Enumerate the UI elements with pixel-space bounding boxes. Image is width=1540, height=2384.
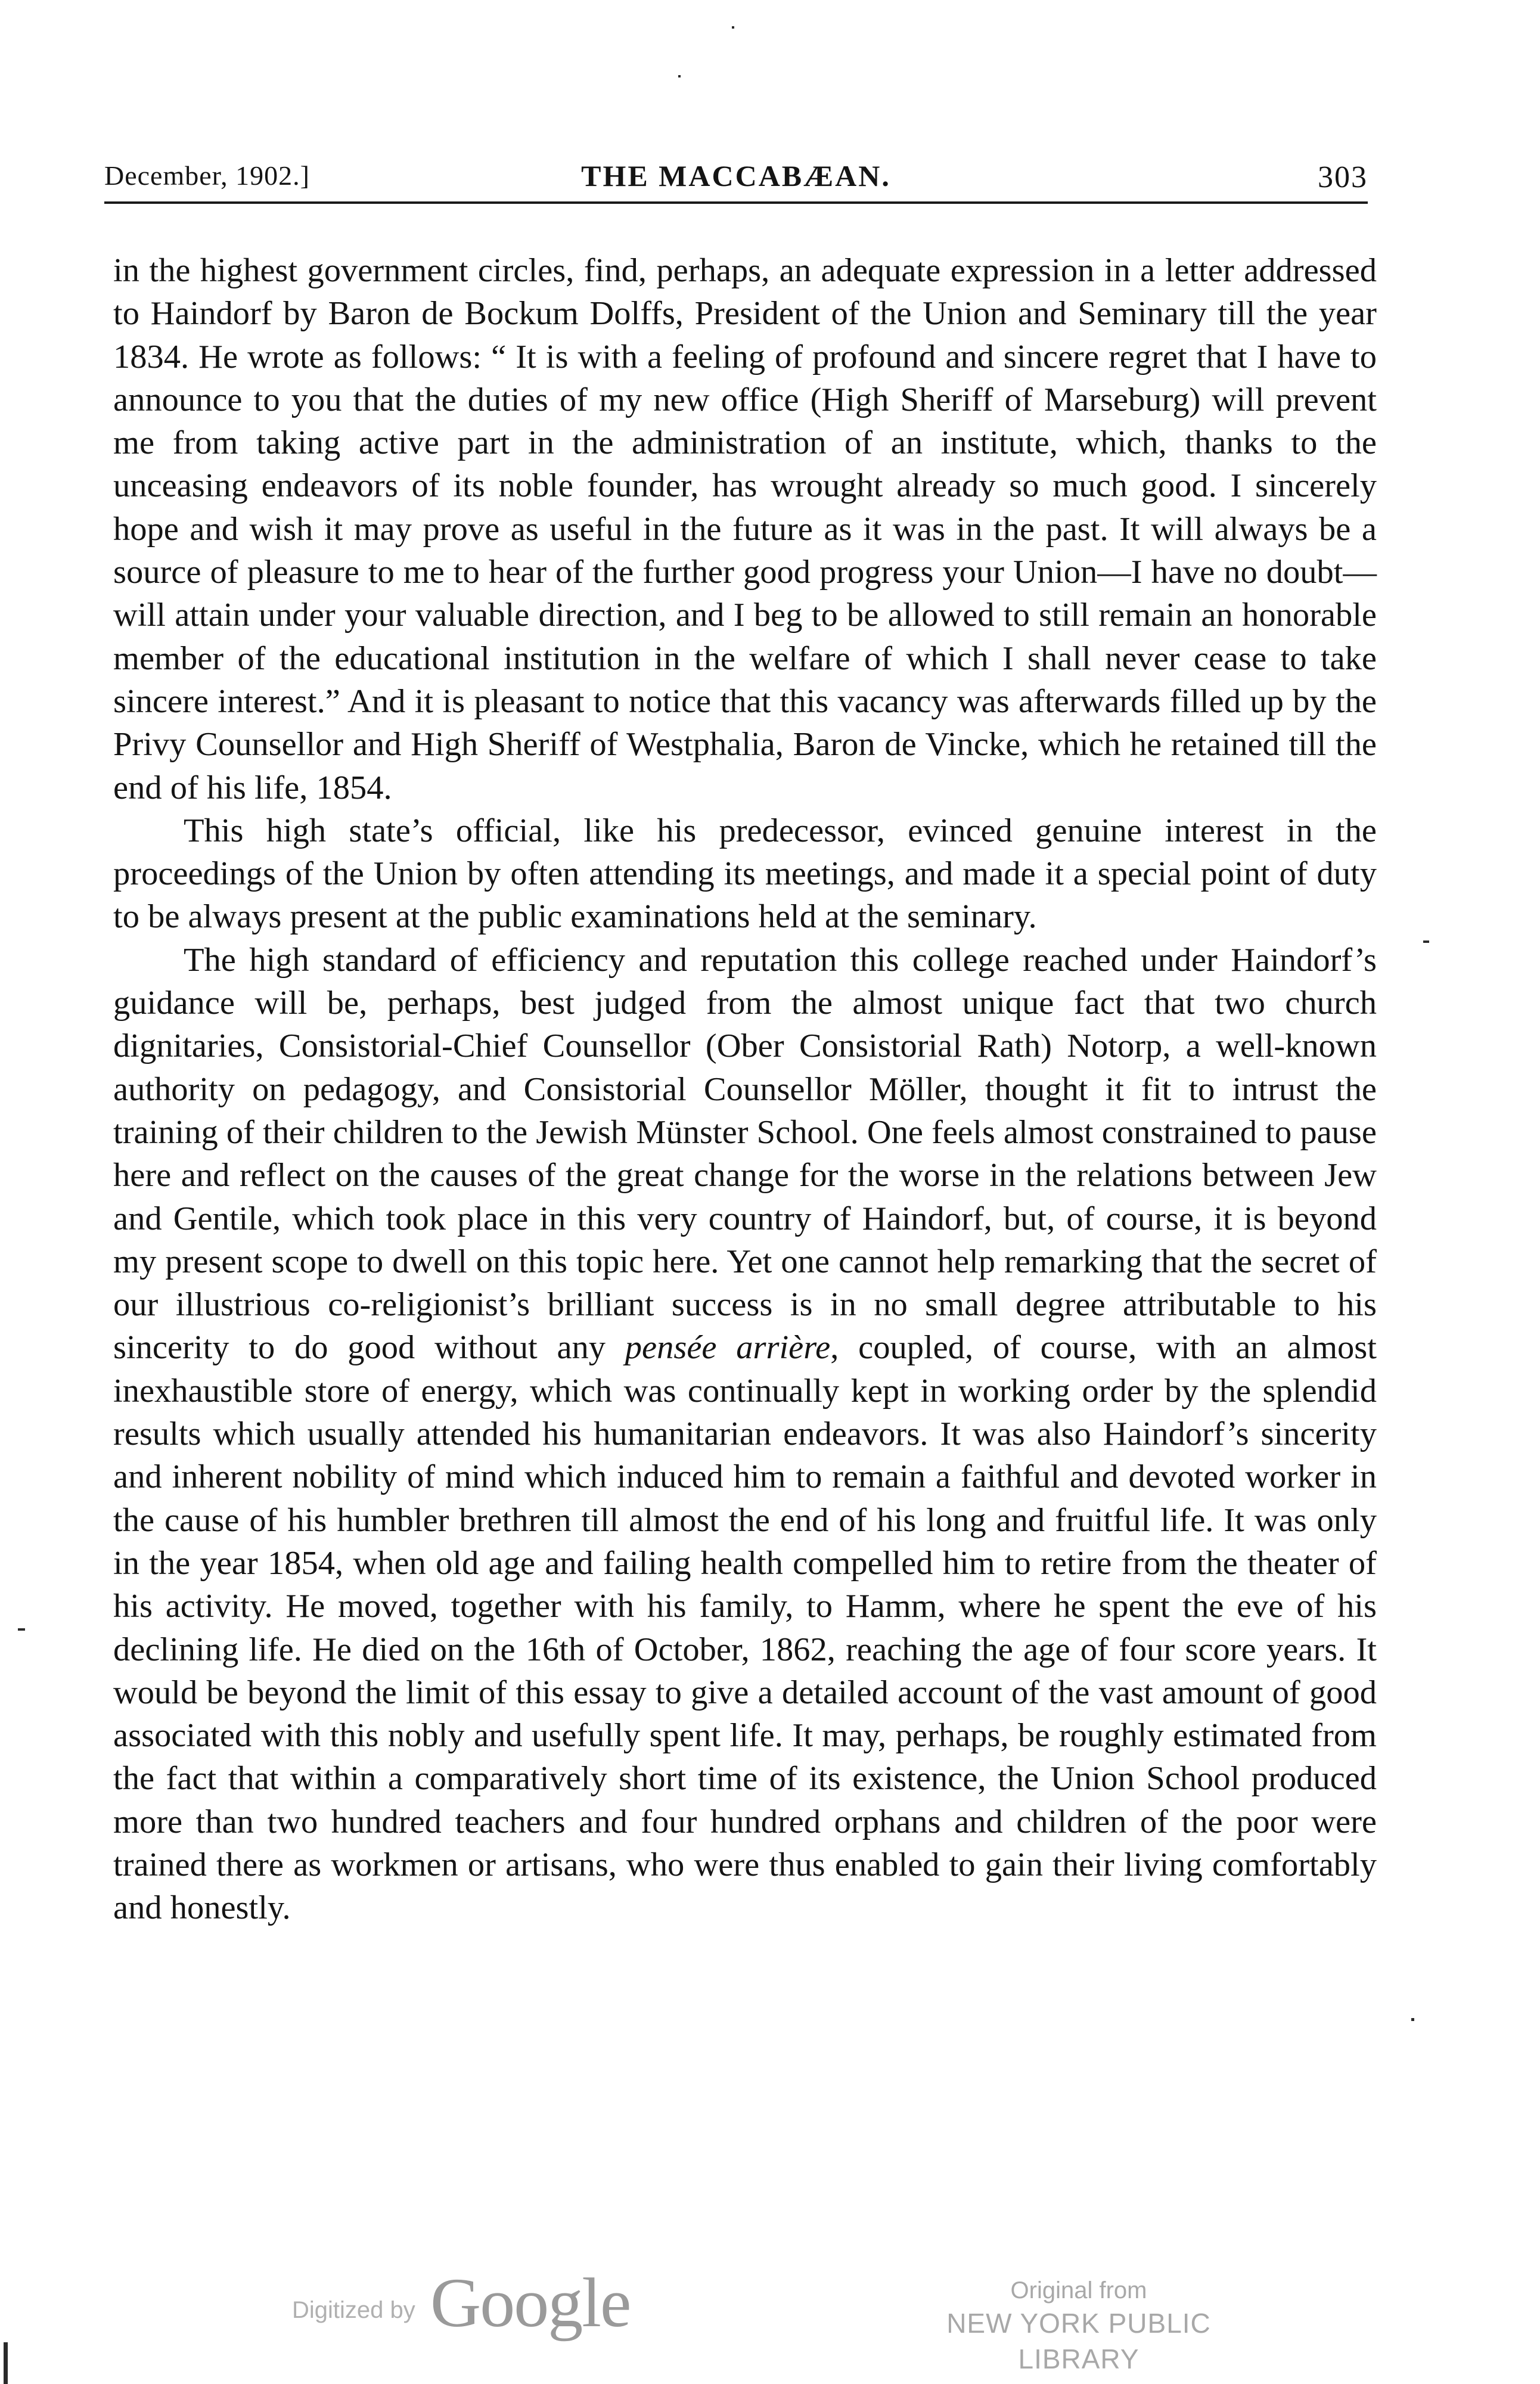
page-number: 303: [1318, 160, 1368, 194]
article-body: [113, 249, 1377, 1930]
paragraph-3-text-end: , coupled, of course, with an almost inexhaustible store of energy, which was continually kept in working order by the splendid results which usually attended his humanitarian endeavors. It was also Haindorf’s sincerity and inherent nobility of mind which induced him to remain a faithful and devoted worker in the cause of his humbler brethren till almost the end of his long and fruitful life. It was only in the year 1854, when old age and failing health compelled him to retire from the theater of his activity. He moved, together with his family, to Hamm, where he spent the eve of his declining life. He died on the 16th of October, 1862, reaching the age of four score years. It would be beyond the limit of this essay to give a detailed account of the vast amount of good associated with this nobly and usefully spent life. It may, perhaps, be roughly estimated from the fact that within a comparatively short time of its existence, the Union School produced more than two hundred teachers and four hundred orphans and children of the poor were trained there as workmen or artisans, who were thus enabled to gain their living comfortably and honestly.: [113, 1329, 1377, 1927]
header-rule: [104, 201, 1368, 204]
journal-title: THE MACCABÆAN.: [581, 159, 891, 193]
paragraph-2: [113, 809, 1377, 939]
scan-speck: [678, 75, 681, 77]
running-head: [104, 156, 1368, 198]
paragraph-3-text-start: The high standard of efficiency and reputation this college reached under Haindorf’s guidance will be, perhaps, best judged from the almost unique fact that two church dignitaries, Consistorial-Chief Counsellor (Ober Consistorial Rath) Notorp, a well-known authority on pedagogy, and Consistorial Counsellor Möller, thought it fit to intrust the training of their children to the Jewish Münster School. One feels almost constrained to pause here and reflect on the causes of the great change for the worse in the relations between Jew and Gentile, which took place in this very country of Haindorf, but, of course, it is beyond my present scope to dwell on this topic here. Yet one cannot help remarking that the secret of our illustrious co-religionist’s brilliant success is in no small degree attributable to his sincerity to do good without any: [113, 941, 1377, 1367]
digitized-by-label: Digitized by: [292, 2297, 415, 2323]
scan-speck: [1423, 940, 1429, 943]
scan-speck: [1411, 2018, 1414, 2021]
scan-speck: [4, 2342, 8, 2384]
italic-phrase: pensée arrière: [625, 1329, 831, 1367]
google-logo: Google: [430, 2264, 631, 2342]
paragraph-3: [113, 939, 1377, 1930]
source-credit: [888, 2276, 1269, 2377]
paragraph-2-text: This high state’s official, like his predecessor, evinced genuine interest in the proceedings of the Union by often attending its meetings, and made it a special point of duty to be always present at the public examinations held at the seminary.: [113, 812, 1377, 936]
original-from-label: Original from: [1010, 2277, 1147, 2304]
issue-date: December, 1902.]: [104, 160, 310, 191]
scan-speck: [732, 26, 734, 29]
scan-speck: [18, 1628, 25, 1631]
library-name: NEW YORK PUBLIC LIBRARY: [946, 2308, 1211, 2374]
paragraph-1-text: in the highest government circles, find, perhaps, an adequate expression in a letter addressed to Haindorf by Baron de Bockum Dolffs, President of the Union and Seminary till the year 1834. He wrote as follows: “ It is with a feeling of profound and sincere regret that I have to announce to you that the duties of my new office (High Sheriff of Marseburg) will prevent me from taking active part in the administration of an institute, which, thanks to the unceasing endeavors of its noble founder, has wrought already so much good. I sincerely hope and wish it may prove as useful in the future as it was in the past. It will always be a source of pleasure to me to hear of the further good progress your Union—I have no doubt—will attain under your valuable direction, and I beg to be allowed to still remain an honorable member of the educational institution in the welfare of which I shall never cease to take sincere interest.” And it is pleasant to notice that this vacancy was afterwards filled up by the Privy Counsellor and High Sheriff of Westphalia, Baron de Vincke, which he retained till the end of his life, 1854.: [113, 252, 1377, 806]
paragraph-1: [113, 249, 1377, 809]
